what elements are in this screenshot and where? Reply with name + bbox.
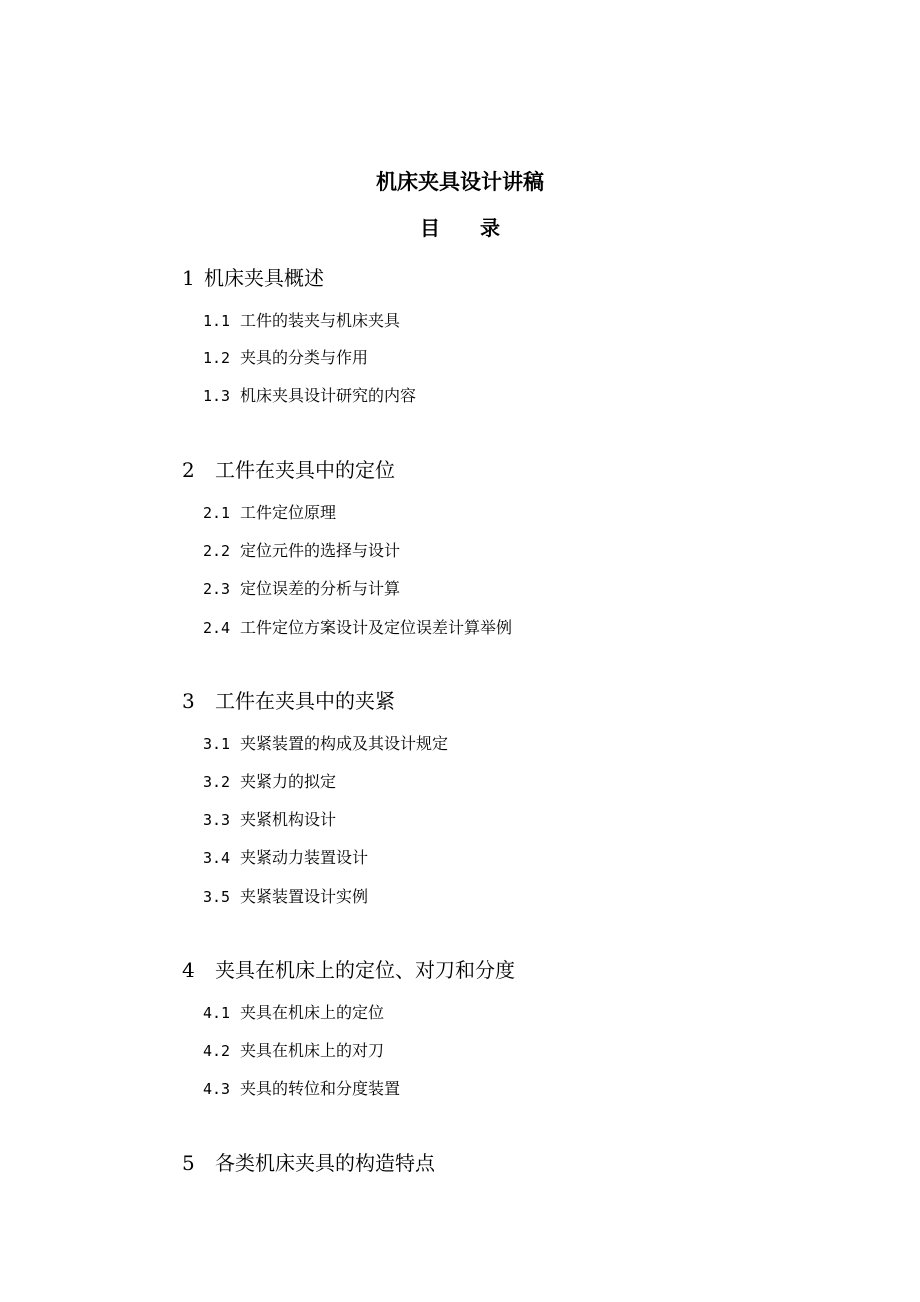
toc-item-title: 工件的装夹与机床夹具 bbox=[240, 311, 401, 330]
document-title: 机床夹具设计讲稿 bbox=[376, 169, 544, 194]
toc-item-1-3 bbox=[203, 384, 416, 408]
toc-item-1-1 bbox=[203, 309, 400, 333]
toc-item-2-1 bbox=[203, 501, 336, 525]
toc-item-title: 工件定位原理 bbox=[240, 503, 337, 522]
toc-section-number: 4 bbox=[182, 958, 195, 982]
toc-item-number: 2.2 bbox=[203, 542, 231, 560]
toc-section-2 bbox=[182, 455, 395, 485]
toc-item-4-3 bbox=[203, 1077, 400, 1101]
toc-item-number: 4.3 bbox=[203, 1080, 231, 1098]
toc-heading-left: 目 bbox=[420, 216, 440, 240]
toc-item-number: 4.2 bbox=[203, 1042, 231, 1060]
toc-item-number: 3.3 bbox=[203, 811, 231, 829]
toc-item-title: 夹具在机床上的对刀 bbox=[240, 1041, 385, 1060]
toc-item-title: 夹具的分类与作用 bbox=[240, 348, 369, 367]
toc-section-title: 各类机床夹具的构造特点 bbox=[215, 1151, 435, 1175]
toc-item-title: 夹紧机构设计 bbox=[240, 810, 337, 829]
toc-item-number: 3.4 bbox=[203, 849, 231, 867]
toc-item-number: 1.2 bbox=[203, 349, 231, 367]
toc-item-number: 3.1 bbox=[203, 735, 231, 753]
toc-item-title: 夹紧装置设计实例 bbox=[240, 887, 369, 906]
toc-item-1-2 bbox=[203, 346, 368, 370]
toc-item-4-1 bbox=[203, 1001, 384, 1025]
toc-section-5 bbox=[182, 1148, 435, 1178]
toc-item-title: 定位误差的分析与计算 bbox=[240, 579, 401, 598]
toc-item-3-5 bbox=[203, 885, 368, 909]
toc-section-number: 2 bbox=[182, 458, 195, 482]
toc-item-title: 工件定位方案设计及定位误差计算举例 bbox=[240, 618, 513, 637]
toc-section-title: 工件在夹具中的夹紧 bbox=[215, 689, 395, 713]
toc-item-2-4 bbox=[203, 616, 512, 640]
toc-item-title: 夹具的转位和分度装置 bbox=[240, 1079, 401, 1098]
toc-section-title: 夹具在机床上的定位、对刀和分度 bbox=[215, 958, 515, 982]
toc-item-2-3 bbox=[203, 577, 400, 601]
toc-item-number: 1.3 bbox=[203, 387, 231, 405]
toc-section-1 bbox=[182, 263, 324, 293]
toc-item-number: 2.4 bbox=[203, 619, 231, 637]
toc-item-title: 定位元件的选择与设计 bbox=[240, 541, 401, 560]
toc-heading bbox=[0, 212, 920, 244]
toc-section-title: 机床夹具概述 bbox=[204, 266, 324, 290]
toc-heading-right: 录 bbox=[480, 216, 500, 240]
toc-item-number: 3.2 bbox=[203, 773, 231, 791]
toc-item-4-2 bbox=[203, 1039, 384, 1063]
toc-section-number: 5 bbox=[182, 1151, 195, 1175]
toc-item-title: 夹紧动力装置设计 bbox=[240, 848, 369, 867]
toc-item-title: 夹紧装置的构成及其设计规定 bbox=[240, 734, 449, 753]
toc-section-3 bbox=[182, 686, 395, 716]
toc-item-number: 1.1 bbox=[203, 312, 231, 330]
toc-item-number: 3.5 bbox=[203, 888, 231, 906]
toc-item-2-2 bbox=[203, 539, 400, 563]
toc-section-number: 3 bbox=[182, 689, 195, 713]
toc-item-number: 2.1 bbox=[203, 504, 231, 522]
toc-item-number: 4.1 bbox=[203, 1004, 231, 1022]
toc-item-3-4 bbox=[203, 846, 368, 870]
toc-item-3-2 bbox=[203, 770, 336, 794]
toc-item-title: 机床夹具设计研究的内容 bbox=[240, 386, 417, 405]
toc-section-4 bbox=[182, 955, 515, 985]
toc-item-number: 2.3 bbox=[203, 580, 231, 598]
toc-item-3-3 bbox=[203, 808, 336, 832]
toc-section-number: 1 bbox=[182, 266, 195, 290]
toc-section-title: 工件在夹具中的定位 bbox=[215, 458, 395, 482]
toc-item-title: 夹紧力的拟定 bbox=[240, 772, 337, 791]
toc-item-title: 夹具在机床上的定位 bbox=[240, 1003, 385, 1022]
toc-item-3-1 bbox=[203, 732, 448, 756]
